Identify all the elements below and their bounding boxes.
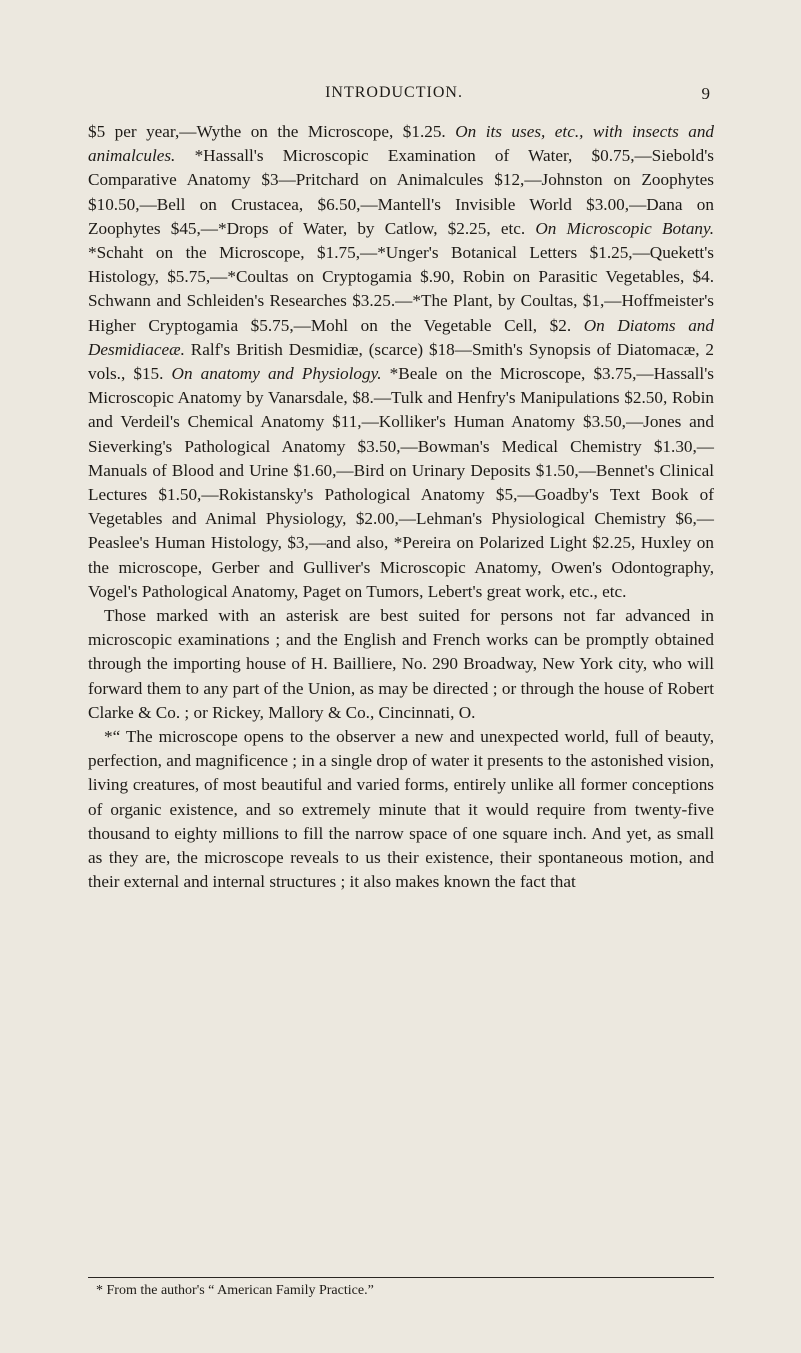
page-header <box>78 84 710 106</box>
text-run: *Schaht on the Microscope, $1.75,—*Unger's Botanical Letters $1.25,—Quekett's Histology, $5.75,—*Coultas on Cryptogamia $.90, Robin on Parasitic Vegetables, $4. Schwann and Schleiden's Researches $3.25.—*The Plant, by Coultas, $1,—Hoffmeister's Higher Cryptogamia $5.75,—Mohl on the Vegetable Cell, $2. <box>88 243 714 335</box>
page-number: 9 <box>701 84 710 103</box>
italic-heading: On its uses, etc., with insects and animalcules. <box>88 122 715 166</box>
paragraph <box>88 604 714 725</box>
text-run: Those marked with an asterisk are best suited for persons not far advanced in microscopic examinations ; and the English and French works can be promptly obtained through the importing house of H. Bailliere, No. 290 Broadway, New York city, who will forward them to any part of the Union, as may be directed ; or through the house of Robert Clarke & Co. ; or Rickey, Mallory & Co., Cincinnati, O. <box>88 606 714 722</box>
footnote: * From the author's “ American Family Practice.” <box>96 1283 374 1298</box>
text-run: *Hassall's Microscopic Examination of Water, $0.75,—Siebold's Comparative Anatomy $3—Pritchard on Animalcules $12,—Johnston on Zoophytes $10.50,—Bell on Crustacea, $6.50,—Mantell's Invisible World $3.00,—Dana on Zoophytes $45,—*Drops of Water, by Catlow, $2.25, etc. <box>88 146 714 238</box>
text-run: Ralf's British Desmidiæ, (scarce) $18—Smith's Synopsis of Diatomacæ, 2 vols., $15. <box>88 339 714 384</box>
text-run: *Beale on the Microscope, $3.75,—Hassall's Microscopic Anatomy by Vanarsdale, $8.—Tulk and Henfry's Manipulations $2.50, Robin and Verdeil's Chemical Anatomy $11,—Kolliker's Human Anatomy $3.50,—Jones and Sieverking's Pathological Anatomy $3.50,—Bowman's Medical Chemistry $1.30,—Manuals of Blood and Urine $1.60,—Bird on Urinary Deposits $1.50,—Bennet's Clinical Lectures $1.50,—Rokistansky's Pathological Anatomy $5,—Goadby's Text Book of Vegetables and Animal Physiology, $2.00,—Lehman's Physiological Chemistry $6,—Peaslee's Human Histology, $3,—and also, *Pereira on Polarized Light $2.25, Huxley on the microscope, Gerber and Gulliver's Microscopic Anatomy, Owen's Odontography, Vogel's Pathological Anatomy, Paget on Tumors, Lebert's great work, etc., etc. <box>88 364 714 601</box>
running-title: INTRODUCTION. <box>325 84 463 101</box>
footnote-rule <box>88 1277 714 1278</box>
italic-heading: On Microscopic Botany. <box>535 218 714 238</box>
italic-heading: On Diatoms and Desmidiaceæ. <box>88 315 714 359</box>
paragraph <box>88 120 714 604</box>
body-text <box>88 120 714 895</box>
paragraph <box>88 725 714 894</box>
italic-heading: On anatomy and Physiology. <box>171 364 382 384</box>
text-run: *“ The microscope opens to the observer a new and unexpected world, full of beauty, perfection, and magnificence ; in a single drop of water it presents to the astonished vision, living creatures, of most beautiful and varied forms, entirely unlike all former conceptions of organic existence, and so extremely minute that it would require from twenty-five thousand to eighty millions to fill the narrow space of one square inch. And yet, as small as they are, the microscope reveals to us their existence, their spontaneous motion, and their external and internal structures ; it also makes known the fact that <box>88 727 714 892</box>
text-run: $5 per year,—Wythe on the Microscope, $1.25. <box>88 122 456 141</box>
